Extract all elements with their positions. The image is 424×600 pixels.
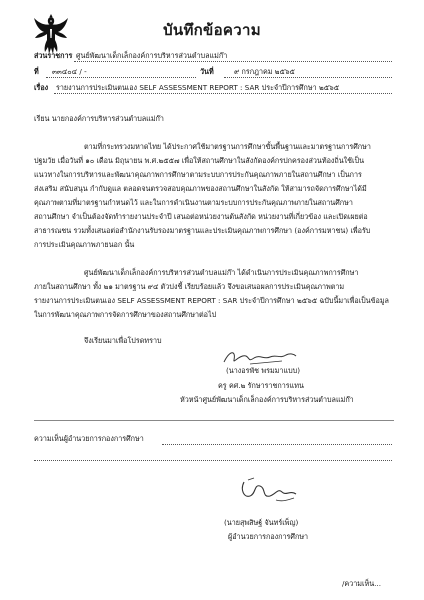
agency-label: ส่วนราชการ	[34, 51, 73, 60]
paragraph1-line: แนวทางในการบริหารและพัฒนาคุณภาพการศึกษาตามระบบการประกันคุณภาพภายในสถานศึกษา เป็นการ	[34, 170, 362, 179]
document-title: บันทึกข้อความ	[163, 21, 261, 39]
subject-dotted-line	[54, 93, 392, 94]
paragraph1-line: คุณภาพตามที่มาตรฐานกำหนดไว้ และในการดำเนินงานตามระบบการประกันคุณภาพภายในสถานศึกษา	[34, 198, 353, 207]
ref-number: ๓๓๔๐๔ / -	[52, 67, 87, 76]
paragraph1-line: สาธารณชน รวมทั้งเสนอต่อสำนักงานรับรองมาตรฐานและประเมินคุณภาพการศึกษา (องค์การมหาชน) เพื่อรับ	[34, 226, 371, 235]
agency-value: ศูนย์พัฒนาเด็กเล็กองค์การบริหารส่วนตำบลแม่ก๊า	[76, 51, 228, 60]
paragraph1-line: ส่งเสริม สนับสนุน กำกับดูแล ตลอดจนตรวจสอบคุณภาพของสถานศึกษาในสังกัด ให้สามารถจัดการศึกษาได้มี	[34, 184, 367, 193]
handwritten-signature-1	[220, 346, 300, 368]
signer1-name: (นางอรพัช พรมมาแบบ)	[226, 366, 301, 375]
signer2-position: ผู้อำนวยการกองการศึกษา	[228, 532, 309, 541]
paragraph1-line: ตามที่กระทรวงมหาดไทย ได้ประกาศใช้มาตรฐานการศึกษาขั้นพื้นฐานและมาตรฐานการศึกษา	[84, 142, 371, 151]
subject-label: เรื่อง	[34, 83, 49, 92]
date-value: ๙ กรกฎาคม ๒๕๖๕	[234, 67, 295, 76]
section-divider	[34, 420, 394, 421]
paragraph2-line: ในการพัฒนาคุณภาพการจัดการศึกษาของสถานศึกษาต่อไป	[34, 310, 217, 319]
ref-label: ที่	[34, 67, 39, 76]
subject-value: รายงานการประเมินตนเอง SELF ASSESSMENT REPORT : SAR ประจำปีการศึกษา ๒๕๖๕	[56, 83, 340, 92]
closing-text: จึงเรียนมาเพื่อโปรดทราบ	[84, 336, 162, 345]
paragraph1-line: สถานศึกษา จำเป็นต้องจัดทำรายงานประจำปี เสนอต่อหน่วยงานต้นสังกัด หน่วยงานที่เกี่ยวข้อง และเปิดเผยต่อ	[34, 212, 368, 221]
date-label: วันที่	[200, 67, 214, 76]
signer2-name: (นายสุพสิษฐ์ จันทร์เพ็ญ)	[224, 518, 299, 527]
opinion-dotted-line	[34, 460, 392, 461]
salutation: เรียน นายกองค์การบริหารส่วนตำบลแม่ก๊า	[34, 114, 164, 123]
ref-dotted-line	[46, 77, 196, 78]
paragraph2-line: ศูนย์พัฒนาเด็กเล็กองค์การบริหารส่วนตำบลแม่ก๊า ได้ดำเนินการประเมินคุณภาพการศึกษา	[84, 268, 359, 277]
opinion-label: ความเห็นผู้อำนวยการกองการศึกษา	[34, 434, 144, 443]
paragraph2-line: รายงานการประเมินตนเอง SELF ASSESSMENT REPORT : SAR ประจำปีการศึกษา ๒๕๖๕ ฉบับนี้มาเพื่อเป็นข้อมูล	[34, 296, 389, 305]
date-dotted-line	[224, 77, 392, 78]
paragraph2-line: ภายในสถานศึกษา ทั้ง ๒๑ มาตรฐาน ๙๔ ตัวบ่งชี้ เรียบร้อยแล้ว จึงขอเสนอผลการประเมินคุณภาพตาม	[34, 282, 345, 291]
paragraph1-line: การประเมินคุณภาพภายนอก นั้น	[34, 240, 135, 249]
paragraph1-line: ปฐมวัย เมื่อวันที่ ๑๐ เดือน มิถุนายน พ.ศ.๒๕๕๗ เพื่อให้สถานศึกษาในสังกัดองค์กรปกครองส่วนท้องถิ่นใช้เป็น	[34, 156, 364, 165]
agency-dotted-line	[74, 61, 392, 62]
signer1-position-full: หัวหน้าศูนย์พัฒนาเด็กเล็กองค์การบริหารส่วนตำบลแม่ก๊า	[180, 395, 354, 404]
handwritten-signature-2	[236, 476, 306, 506]
signer1-position: ครู คศ.๒ รักษาราชการแทน	[218, 381, 304, 390]
opinion-dotted-line	[162, 444, 392, 445]
continuation-marker: /ความเห็น...	[342, 579, 382, 588]
